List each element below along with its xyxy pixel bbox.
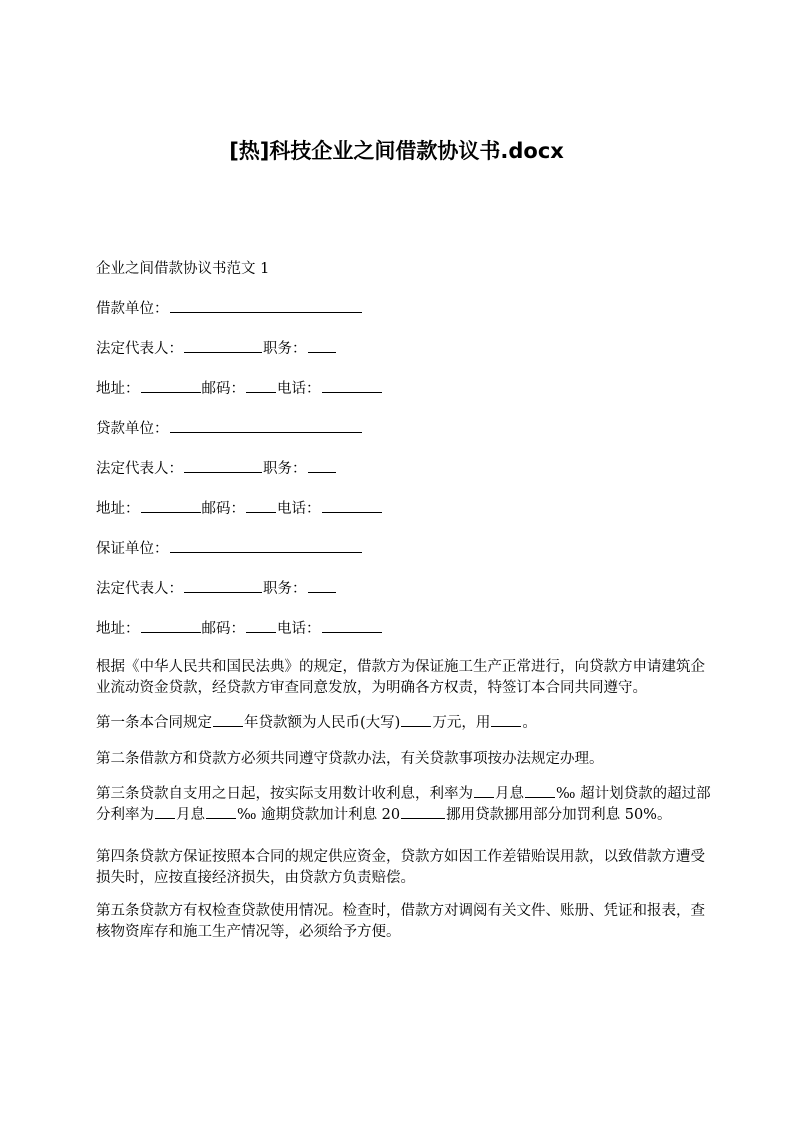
address-blank[interactable] bbox=[141, 618, 201, 633]
guarantor-line bbox=[96, 537, 716, 561]
excess-monthly-blank[interactable] bbox=[206, 804, 236, 819]
phone-blank[interactable] bbox=[322, 498, 382, 513]
guarantor-label: 保证单位： bbox=[96, 541, 169, 557]
phone-label: 电话： bbox=[277, 501, 321, 517]
postcode-label: 邮码： bbox=[201, 501, 245, 517]
document-body bbox=[96, 257, 716, 943]
article-3-text-e: ‰ 逾期贷款加计利息 20 bbox=[237, 807, 401, 823]
lender-rep-line bbox=[96, 457, 716, 481]
phone-blank[interactable] bbox=[322, 618, 382, 633]
borrower-line bbox=[96, 297, 716, 321]
rep-blank[interactable] bbox=[184, 458, 262, 473]
position-label: 职务： bbox=[263, 581, 307, 597]
article-4: 第四条贷款方保证按照本合同的规定供应资金，贷款方如因工作差错贻误用款，以致借款方遭受损失时，应按直接经济损失，由贷款方负责赔偿。 bbox=[96, 849, 705, 886]
phone-label: 电话： bbox=[277, 381, 321, 397]
rep-label: 法定代表人： bbox=[96, 341, 183, 357]
borrower-blank[interactable] bbox=[170, 298, 362, 313]
guarantor-blank[interactable] bbox=[170, 538, 362, 553]
article-1-text-c: 万元，用 bbox=[432, 715, 491, 731]
position-blank[interactable] bbox=[308, 338, 336, 353]
position-label: 职务： bbox=[263, 461, 307, 477]
article-1-text-b: 年贷款额为人民币(大写) bbox=[244, 715, 401, 731]
position-blank[interactable] bbox=[308, 578, 336, 593]
borrower-rep-line bbox=[96, 337, 716, 361]
lender-address-line bbox=[96, 497, 716, 521]
article-5: 第五条贷款方有权检查贷款使用情况。检查时，借款方对调阅有关文件、账册、凭证和报表，查核物资库存和施工生产情况等，必须给予方便。 bbox=[96, 903, 705, 940]
postcode-label: 邮码： bbox=[201, 381, 245, 397]
interest-rate-blank[interactable] bbox=[474, 783, 494, 798]
address-blank[interactable] bbox=[141, 378, 201, 393]
section-heading: 企业之间借款协议书范文 1 bbox=[96, 261, 270, 277]
postcode-label: 邮码： bbox=[201, 621, 245, 637]
lender-blank[interactable] bbox=[170, 418, 362, 433]
rep-blank[interactable] bbox=[184, 578, 262, 593]
article-3-text-a: 第三条贷款自支用之日起，按实际支用数计收利息，利率为 bbox=[96, 786, 473, 802]
position-blank[interactable] bbox=[308, 458, 336, 473]
amount-blank[interactable] bbox=[401, 712, 431, 727]
year-blank[interactable] bbox=[213, 712, 243, 727]
article-3-text-c: ‰ 超计划贷款的超过部分利率为 bbox=[96, 786, 711, 823]
address-label: 地址： bbox=[96, 621, 140, 637]
document-title: [热]科技企业之间借款协议书.docx bbox=[229, 139, 564, 163]
address-label: 地址： bbox=[96, 381, 140, 397]
article-3-text-f: 挪用贷款挪用部分加罚利息 50%。 bbox=[446, 807, 672, 823]
article-3-text-b: 月息 bbox=[495, 786, 524, 802]
address-label: 地址： bbox=[96, 501, 140, 517]
postcode-blank[interactable] bbox=[246, 498, 276, 513]
borrower-address-line bbox=[96, 377, 716, 401]
monthly-interest-blank[interactable] bbox=[525, 783, 555, 798]
intro-paragraph: 根据《中华人民共和国民法典》的规定，借款方为保证施工生产正常进行，向贷款方申请建筑企业流动资金贷款，经贷款方审查同意发放，为明确各方权责，特签订本合同共同遵守。 bbox=[96, 659, 705, 696]
phone-label: 电话： bbox=[277, 621, 321, 637]
guarantor-rep-line bbox=[96, 577, 716, 601]
lender-line bbox=[96, 417, 716, 441]
address-blank[interactable] bbox=[141, 498, 201, 513]
article-3 bbox=[96, 783, 716, 825]
rep-blank[interactable] bbox=[184, 338, 262, 353]
article-3-text-d: 月息 bbox=[176, 807, 205, 823]
borrower-label: 借款单位： bbox=[96, 301, 169, 317]
postcode-blank[interactable] bbox=[246, 378, 276, 393]
purpose-blank[interactable] bbox=[491, 712, 521, 727]
rep-label: 法定代表人： bbox=[96, 461, 183, 477]
article-1-text-a: 第一条本合同规定 bbox=[96, 715, 212, 731]
guarantor-address-line bbox=[96, 617, 716, 641]
postcode-blank[interactable] bbox=[246, 618, 276, 633]
article-2: 第二条借款方和贷款方必须共同遵守贷款办法，有关贷款事项按办法规定办理。 bbox=[96, 751, 604, 767]
phone-blank[interactable] bbox=[322, 378, 382, 393]
position-label: 职务： bbox=[263, 341, 307, 357]
rep-label: 法定代表人： bbox=[96, 581, 183, 597]
excess-rate-blank[interactable] bbox=[155, 804, 175, 819]
overdue-blank[interactable] bbox=[401, 804, 445, 819]
article-1-text-d: 。 bbox=[522, 715, 537, 731]
lender-label: 贷款单位： bbox=[96, 421, 169, 437]
article-1 bbox=[96, 711, 716, 735]
